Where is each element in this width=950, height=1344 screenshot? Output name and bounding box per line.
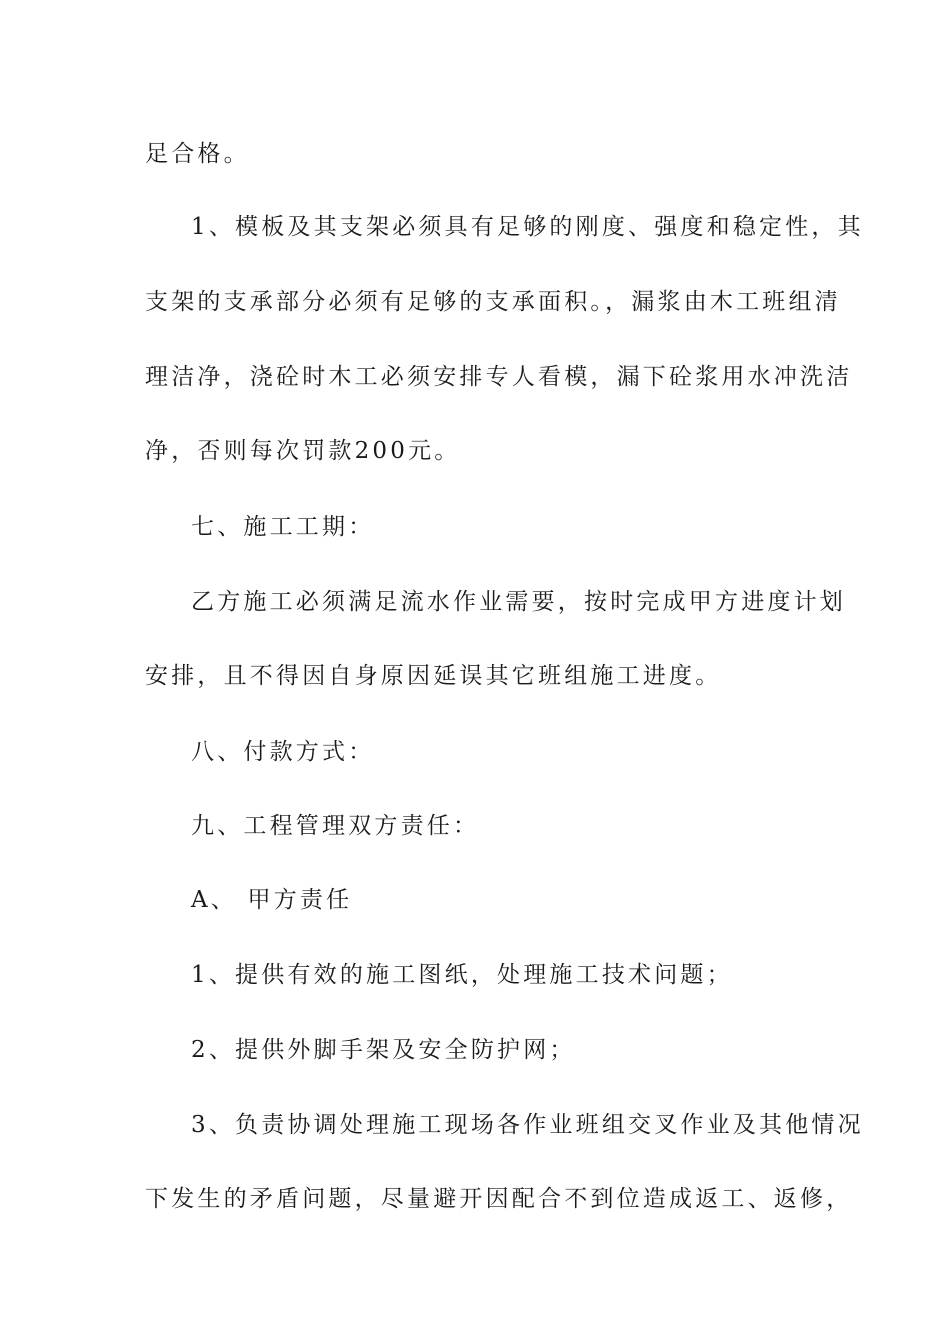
text-line-12: 1、提供有效的施工图纸，处理施工技术问题； <box>191 962 733 988</box>
text-line-1: 足合格。 <box>145 141 250 167</box>
text-line-4: 理洁净，浇砼时木工必须安排专人看模，漏下砼浆用水冲洗洁 <box>145 364 853 390</box>
text-line-5: 净，否则每次罚款200元。 <box>145 438 461 464</box>
text-line-7: 乙方施工必须满足流水作业需要，按时完成甲方进度计划 <box>191 589 846 615</box>
section-heading-payment: 八、付款方式： <box>191 739 375 765</box>
text-line-15: 下发生的矛盾问题，尽量避开因配合不到位造成返工、返修， <box>145 1186 853 1212</box>
text-line-14: 3、负责协调处理施工现场各作业班组交叉作业及其他情况 <box>191 1112 864 1138</box>
section-heading-responsibilities: 九、工程管理双方责任： <box>191 813 480 839</box>
text-line-8: 安排，且不得因自身原因延误其它班组施工进度。 <box>145 663 722 689</box>
text-line-13: 2、提供外脚手架及安全防护网； <box>191 1037 576 1063</box>
subheading-party-a: A、 甲方责任 <box>191 887 353 913</box>
text-line-3: 支架的支承部分必须有足够的支承面积。，漏浆由木工班组清 <box>145 289 841 315</box>
text-line-2: 1、模板及其支架必须具有足够的刚度、强度和稳定性，其 <box>191 214 864 240</box>
section-heading-schedule: 七、施工工期： <box>191 514 375 540</box>
